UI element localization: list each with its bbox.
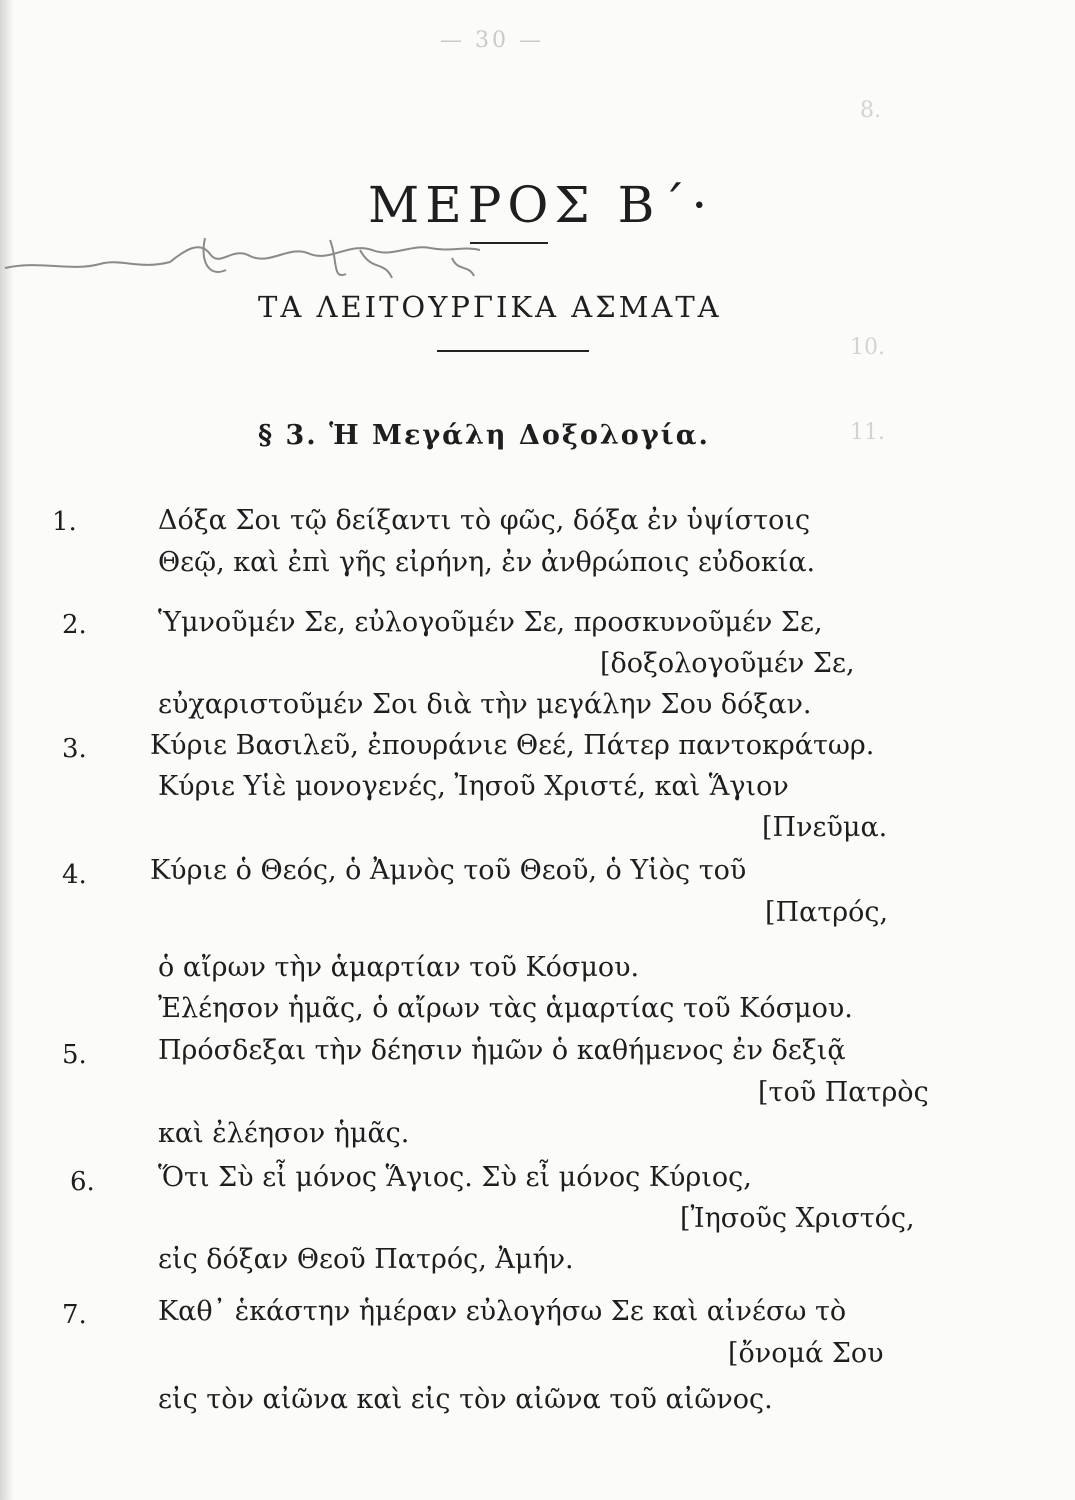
verse-number: 1. xyxy=(52,507,77,537)
show-through-text: 11. xyxy=(850,420,885,445)
verse-number: 2. xyxy=(62,610,87,640)
verse-number: 4. xyxy=(62,860,87,890)
verse-line: Θεῷ, καὶ ἐπὶ γῆς εἰρήνη, ἐν ἀνθρώποις εὐδοκία. xyxy=(158,547,816,578)
verse-line: ὁ αἴρων τὴν ἁμαρτίαν τοῦ Κόσμου. xyxy=(158,952,640,983)
verse-line: [τοῦ Πατρὸς xyxy=(758,1077,929,1108)
verse-line: [Πνεῦμα. xyxy=(762,812,888,843)
subtitle-rule xyxy=(437,350,589,352)
verse-line: εὐχαριστοῦμέν Σοι διὰ τὴν μεγάλην Σου δόξαν. xyxy=(158,689,812,720)
show-through-text: 8. xyxy=(860,98,881,123)
verse-line: εἰς τὸν αἰῶνα καὶ εἰς τὸν αἰῶνα τοῦ αἰῶνος. xyxy=(158,1384,773,1415)
verse-line: [Ἰησοῦς Χριστός, xyxy=(680,1203,915,1234)
verse-line: Κύριε Βασιλεῦ, ἐπουράνιε Θεέ, Πάτερ παντοκράτωρ. xyxy=(150,730,875,761)
handwritten-annotation xyxy=(0,220,520,300)
verse-line: Πρόσδεξαι τὴν δέησιν ἡμῶν ὁ καθήμενος ἐν δεξιᾷ xyxy=(158,1035,846,1066)
verse-number: 5. xyxy=(62,1040,87,1070)
verse-number: 7. xyxy=(62,1300,87,1330)
verse-number: 3. xyxy=(62,734,87,764)
verse-line: [Πατρός, xyxy=(765,897,889,928)
verse-line: Δόξα Σοι τῷ δείξαντι τὸ φῶς, δόξα ἐν ὑψίστοις xyxy=(158,505,811,536)
verse-number: 6. xyxy=(70,1167,95,1197)
verse-line: Ὅτι Σὺ εἶ μόνος Ἅγιος. Σὺ εἶ μόνος Κύριος, xyxy=(158,1162,752,1193)
verse-line: καὶ ἐλέησον ἡμᾶς. xyxy=(158,1118,410,1149)
part-title: ΜΕΡΟΣ Β΄· xyxy=(368,176,714,234)
verse-line: Καθ᾿ ἑκάστην ἡμέραν εὐλογήσω Σε καὶ αἰνέσω τὸ xyxy=(158,1296,847,1327)
verse-line: [ὄνομά Σου xyxy=(728,1338,884,1369)
verse-line: εἰς δόξαν Θεοῦ Πατρός, Ἀμήν. xyxy=(158,1244,574,1275)
verse-line: Ὑμνοῦμέν Σε, εὐλογοῦμέν Σε, προσκυνοῦμέν Σε, xyxy=(158,607,823,638)
section-heading: § 3. Ἡ Μεγάλη Δοξολογία. xyxy=(258,420,710,451)
verse-line: Κύριε ὁ Θεός, ὁ Ἀμνὸς τοῦ Θεοῦ, ὁ Υἱὸς τοῦ xyxy=(150,855,747,886)
chapter-subtitle: ΤΑ ΛΕΙΤΟΥΡΓΙΚΑ ΑΣΜΑΤΑ xyxy=(258,290,722,324)
verse-line: Ἐλέησον ἡμᾶς, ὁ αἴρων τὰς ἁμαρτίας τοῦ Κόσμου. xyxy=(158,993,853,1024)
show-through-text: 10. xyxy=(850,335,885,360)
verse-line: [δοξολογοῦμέν Σε, xyxy=(600,648,855,679)
page-number: — 30 — xyxy=(440,28,544,53)
verse-line: Κύριε Υἱὲ μονογενές, Ἰησοῦ Χριστέ, καὶ Ἅγιον xyxy=(158,771,789,802)
